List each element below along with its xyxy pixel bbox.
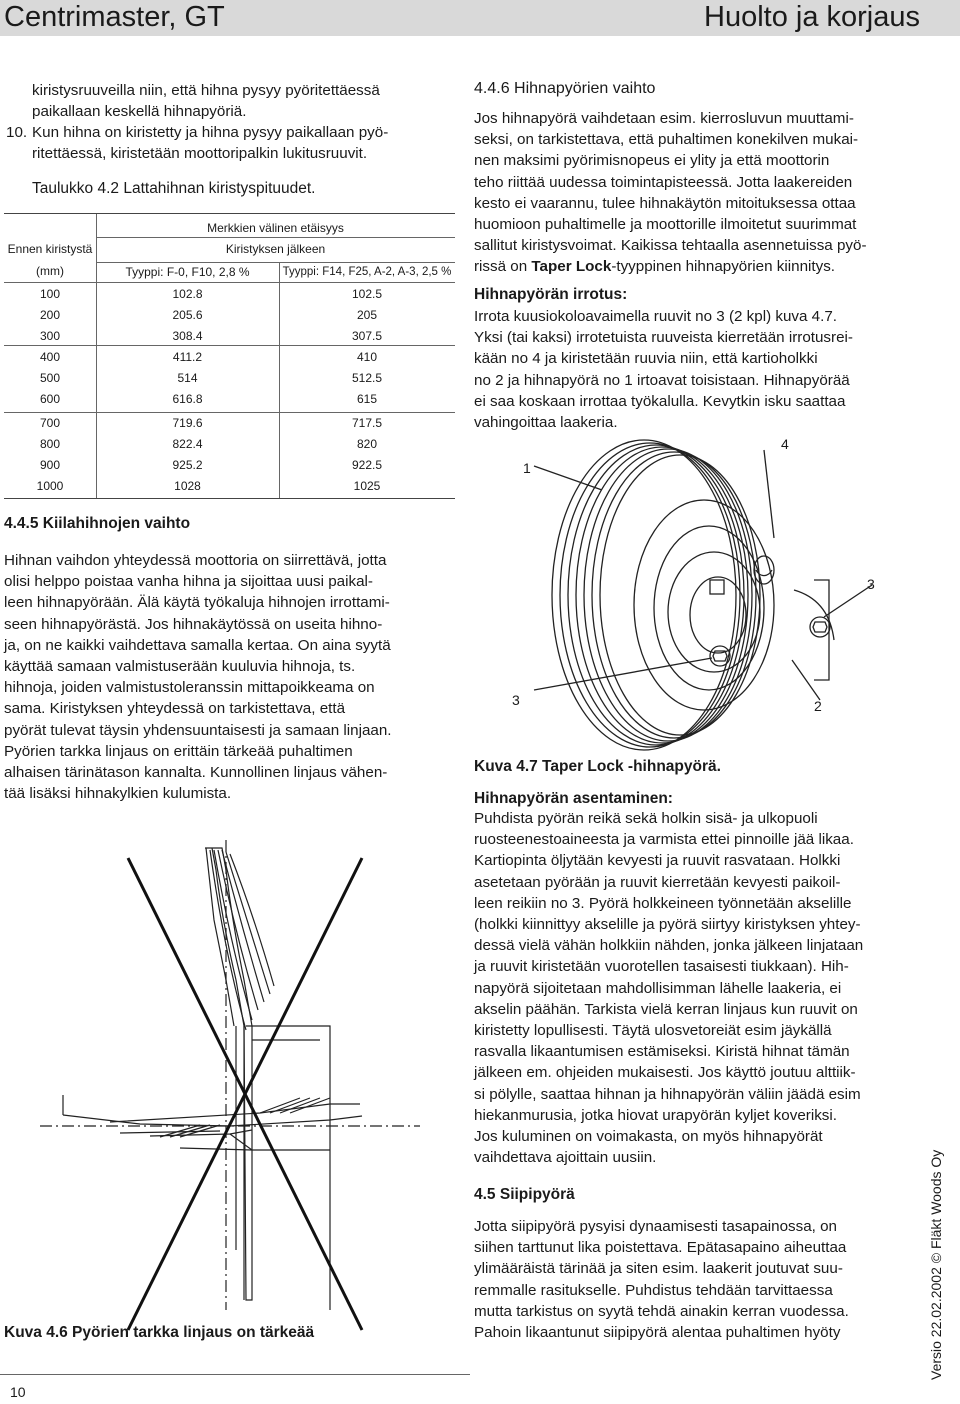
section-45-title: 4.5 Siipipyörä — [474, 1186, 575, 1203]
section-445-text — [4, 550, 392, 804]
taper-lock-figure — [474, 430, 954, 760]
callout-1: 1 — [523, 460, 531, 476]
section-45-text — [474, 1216, 849, 1343]
table-divider — [4, 345, 455, 346]
cell-type2: 512.5 — [351, 371, 383, 385]
cell-type2: 102.5 — [351, 287, 383, 301]
cell-type1: 411.2 — [172, 350, 203, 364]
text-line: kiristysruuveilla niin, että hihna pysyy pyöritettäessä — [32, 82, 380, 99]
text-line: Kun hihna on kiristetty ja hihna pysyy paikallaan pyö- — [32, 124, 389, 141]
header-type2: Tyyppi: F14, F25, A-2, A-3, 2,5 % — [282, 266, 452, 278]
text-line: napyörä sijoitetaan mahdollisimman lähelle laakeria, ei — [474, 979, 842, 997]
section-446-text — [474, 108, 867, 256]
cell-type2: 615 — [356, 392, 378, 406]
text-line: ja ruuvit kiristetään vuorotellen tasaisesti tiukkaan). Hih- — [474, 958, 849, 976]
text-line: ja, on ne kaikki vaihdettava samalla kertaa. On aina syytä — [4, 636, 391, 654]
text-line: nen maksimi pyörimisnopeus ei ylity ja että moottorin — [474, 152, 830, 170]
pulley-rim — [576, 447, 748, 743]
mount-title: Hihnapyörän asentaminen: — [474, 790, 673, 807]
pulley-section — [205, 848, 252, 1300]
text-line: Yksi (tai kaksi) irrotetuista ruuveista kierretään irrotusrei- — [474, 329, 853, 347]
table-divider — [96, 262, 455, 263]
pulley-rim — [592, 452, 756, 738]
belt-outline — [226, 852, 270, 994]
cell-before: 100 — [39, 287, 61, 301]
text-line: alhaisen tärinätason kannalta. Kunnollinen linjaus vähen- — [4, 764, 388, 782]
section-445-title: 4.4.5 Kiilahihnojen vaihto — [4, 515, 191, 532]
text-line: Hihnan vaihdon yhteydessä moottoria on siirrettävä, jotta — [4, 552, 387, 569]
text-line: asetetaan pyörään ja ruuvit kierretään kevyesti paikoil- — [474, 873, 841, 891]
version-note: Versio 22.02.2002 © Fläkt Woods Oy — [928, 1149, 944, 1380]
text-line: ritettäessä, kiristetään moottoripalkin lukitusruuvit. — [32, 145, 368, 163]
table-divider — [4, 282, 455, 283]
hub-edge — [814, 580, 829, 680]
cell-before: 900 — [39, 458, 61, 472]
pulley-rim — [552, 440, 736, 750]
text-line: huomioon puhaltimelle ja moottorille ilmoitetut suurimmat — [474, 216, 857, 234]
text-line: rasvalla likaantumisen estämiseksi. Kiristä hihnat tämän — [474, 1043, 850, 1061]
cell-type1: 616.8 — [172, 392, 203, 406]
pulley-outline — [63, 1115, 362, 1126]
text-line: seen hihnapyörästä. Jos hihnakäytössä on useita hihno- — [4, 615, 383, 633]
text-line: Puhdista pyörän reikä sekä holkin sisä- ja ulkopuoli — [474, 810, 818, 827]
figure-4-7-caption: Kuva 4.7 Taper Lock -hihnapyörä. — [474, 758, 721, 775]
text-line: Jos hihnapyörä vaihdetaan esim. kierrosluvun muuttami- — [474, 110, 854, 127]
intro-paragraph — [32, 80, 380, 122]
header-before: Ennen kiristystä — [7, 242, 93, 256]
taper-lock-line — [474, 256, 835, 277]
pulley-rim — [568, 445, 744, 745]
text-line: ylimääräistä tärinää ja siten esim. laakerit joutuvat suu- — [474, 1260, 843, 1278]
text-line: Kartiopinta öljytään kevyesti ja ruuvit rasvataan. Holkki — [474, 852, 841, 870]
callout-3-left: 3 — [512, 692, 520, 708]
callout-2: 2 — [814, 698, 822, 714]
cell-type1: 719.6 — [172, 416, 203, 430]
table-title: Taulukko 4.2 Lattahihnan kiristyspituudet. — [32, 180, 316, 197]
taper-lock-term: Taper Lock — [531, 258, 612, 275]
text-line: leen reikiin no 3. Pyörä holkkeineen työnnetään akselille — [474, 894, 852, 912]
page-number: 10 — [10, 1384, 26, 1400]
cell-type2: 410 — [356, 350, 378, 364]
text-line: leen hihnapyörään. Älä käytä työkaluja hihnojen irrottami- — [4, 594, 390, 612]
text-line: Pahoin likaantunut siipipyörä alentaa puhaltimen hyöty — [474, 1324, 841, 1342]
section-446-title: 4.4.6 Hihnapyörien vaihto — [474, 80, 656, 97]
cell-before: 600 — [39, 392, 61, 406]
cell-type1: 1028 — [174, 479, 201, 493]
text-line: olisi helppo poistaa vanha hihna ja sijoittaa uusi paikal- — [4, 573, 373, 591]
chapter-title: Huolto ja korjaus — [704, 1, 920, 33]
removal-title: Hihnapyörän irrotus: — [474, 286, 628, 303]
text-line: Jotta siipipyörä pysyisi dynaamisesti tasapainossa, on — [474, 1218, 837, 1235]
text-line: ruosteenestoaineesta ja varmista ettei pinnoille jää likaa. — [474, 831, 854, 849]
header-distance: Merkkien välinen etäisyys — [207, 221, 344, 235]
text-segment: -tyyppinen hihnapyörien kiinnitys. — [611, 258, 836, 275]
text-line: kesto ei vaarannu, tulee hihnakäytön mitoituksessa ottaa — [474, 194, 856, 212]
cell-type2: 307.5 — [351, 329, 383, 343]
cell-type1: 822.4 — [172, 437, 203, 451]
thread-hole — [754, 556, 774, 584]
shaft-bore — [690, 577, 746, 653]
keyway — [710, 580, 724, 594]
belt-outline — [230, 854, 274, 986]
text-line: seksi, on tarkistettava, että puhaltimen konekilven mukai- — [474, 131, 859, 149]
cell-type1: 308.4 — [172, 329, 203, 343]
text-line: akselin päähän. Tarkista vielä kerran linjaus kun ruuvit on — [474, 1000, 858, 1018]
text-segment: rissä on — [474, 258, 532, 275]
document-title: Centrimaster, GT — [4, 1, 225, 33]
text-line: vahingoittaa laakeria. — [474, 414, 618, 432]
text-line: remmalle rasitukselle. Puhdistus tehdään tarvittaessa — [474, 1281, 833, 1299]
page-header — [0, 0, 960, 36]
belt-outline — [206, 848, 234, 1026]
text-line: (holkki kiinnittyy akselille ja pyörä siirtyy kiristyksen yhtey- — [474, 916, 861, 934]
callout-4: 4 — [781, 436, 789, 452]
cross-mark — [128, 858, 362, 1330]
text-line: Jos kuluminen on voimakasta, on myös hihnapyörät — [474, 1128, 823, 1146]
step-number: 10. — [6, 124, 28, 141]
cell-type1: 205.6 — [172, 308, 203, 322]
leader-line — [764, 450, 774, 538]
mount-text — [474, 808, 863, 1168]
cell-type2: 205 — [356, 308, 378, 322]
header-after: Kiristyksen jälkeen — [225, 242, 326, 256]
header-type1: Tyyppi: F-0, F10, 2,8 % — [125, 265, 250, 279]
cell-before: 200 — [39, 308, 61, 322]
text-line: si pölylle, saattaa hihnan ja hihnapyörän väliin jäädä esim — [474, 1085, 861, 1103]
text-line: teho riittää uudessa toimintapisteessä. Jotta laakereiden — [474, 173, 853, 191]
text-line: käyttää samaan valmistuserään kuuluvia hihnoja, ts. — [4, 658, 356, 676]
figure-4-6-caption: Kuva 4.6 Pyörien tarkka linjaus on tärkeää — [4, 1324, 315, 1341]
cell-before: 1000 — [36, 479, 64, 493]
text-line: sama. Kiristyksen yhteydessä on tarkistettava, että — [4, 700, 346, 718]
text-line: hihnoja, joiden valmistustoleranssin mittapoikkeama on — [4, 679, 375, 697]
header-before-unit: (mm) — [36, 264, 64, 278]
text-line: Irrota kuusiokoloavaimella ruuvit no 3 (2 kpl) kuva 4.7. — [474, 308, 837, 325]
cell-before: 800 — [39, 437, 61, 451]
cell-type2: 820 — [356, 437, 378, 451]
text-line: Pyörien tarkka linjaus on erittäin tärkeää puhaltimen — [4, 742, 353, 760]
pulley-rim — [560, 443, 740, 747]
pulley-outline — [120, 1131, 220, 1133]
cell-type2: 717.5 — [351, 416, 383, 430]
text-line: sallitut kiristysvoimat. Kaikissa tehtaalla asennetuissa pyö- — [474, 237, 867, 255]
table-divider — [96, 237, 455, 238]
text-line: paikallaan keskellä hihnapyöriä. — [32, 103, 247, 121]
cell-type1: 925.2 — [172, 458, 203, 472]
alignment-figure — [0, 830, 470, 1350]
text-line: hiekanmurusia, jotka hiovat urapyörän kyljet koveriksi. — [474, 1106, 837, 1124]
leader-line — [824, 585, 872, 617]
text-line: tää lisäksi hihnakylkien kulumista. — [4, 785, 232, 803]
cell-type2: 922.5 — [351, 458, 383, 472]
text-line: jälkeen em. ohjeiden mukaisesti. Jos käyttö joutuu alttiik- — [474, 1064, 856, 1082]
text-line: pyörät tulevat täysin yhdensuuntaisesti ja samaan linjaan. — [4, 721, 392, 739]
cell-before: 500 — [39, 371, 61, 385]
text-line: ei saa koskaan irrottaa työkalulla. Kevytkin isku saattaa — [474, 392, 846, 410]
footer-rule — [0, 1374, 470, 1375]
cell-type2: 1025 — [353, 479, 381, 493]
text-line: kiristetty lopullisesti. Täytä ulosvetoreiät esim jäykällä — [474, 1022, 832, 1040]
callout-3-right: 3 — [867, 576, 875, 592]
text-line: mutta tarkistus on syytä tehdä ainakin kerran vuodessa. — [474, 1302, 849, 1320]
cell-type1: 102.8 — [172, 287, 203, 301]
pulley-rim — [584, 449, 752, 741]
pulley-face — [634, 500, 774, 710]
tension-table — [4, 213, 455, 499]
step-10-text — [32, 122, 388, 164]
text-line: siihen tarttunut lika poistettava. Epätasapaino aiheuttaa — [474, 1239, 847, 1257]
screw-head — [813, 622, 827, 632]
table-divider — [4, 412, 455, 413]
cell-before: 700 — [39, 416, 61, 430]
text-line: kään no 4 ja kiristetään ruuvia niin, että kartioholkki — [474, 350, 818, 368]
cell-before: 400 — [39, 350, 61, 364]
cell-type1: 514 — [177, 371, 198, 385]
text-line: vaihdettava ajoittain uusiin. — [474, 1149, 657, 1167]
removal-text — [474, 306, 853, 433]
text-line: dessä vielä vähän holkkiin nähden, jonka jälkeen linjataan — [474, 937, 864, 955]
text-line: no 2 ja hihnapyörä no 1 irtoavat toisistaan. Hihnapyörää — [474, 371, 850, 389]
cell-before: 300 — [39, 329, 61, 343]
